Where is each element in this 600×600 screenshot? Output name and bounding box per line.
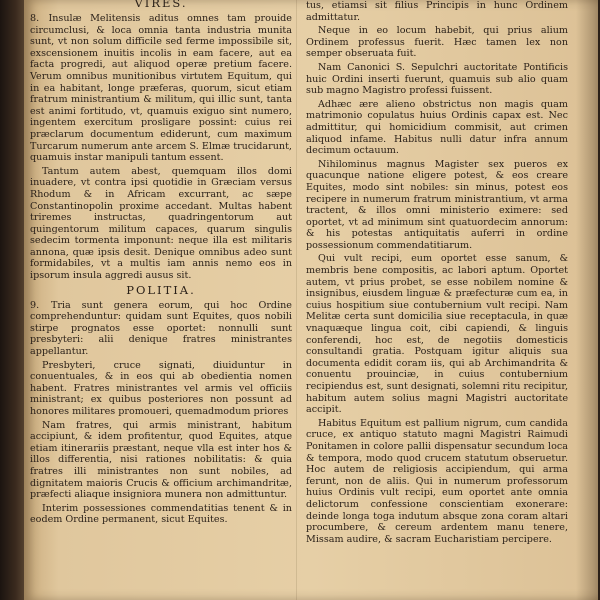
section-heading-vires: VIRES. bbox=[134, 0, 188, 10]
page-edge-shadow bbox=[576, 0, 598, 600]
book-spine bbox=[0, 0, 26, 600]
paragraph-text: Tria sunt genera eorum, qui hoc Ordine comprehenduntur: quidam sunt Equites, quos nobili stirpe prognatos esse oportet: nonnulli sunt presbyteri: alii denique fratres ministrantes appellantur. bbox=[30, 299, 292, 358]
section-heading-politia: POLITIA. bbox=[126, 282, 196, 297]
paragraph-number: 9. bbox=[30, 299, 40, 311]
paragraph: Neque in eo locum habebit, qui prius alium Ordinem professus fuerit. Hæc tamen lex non semper obseruata fuit. bbox=[306, 25, 568, 60]
paragraph: Nam Canonici S. Sepulchri auctoritate Pontificis huic Ordini inserti fuerunt, quamuis sub alio quam sub magno Magistro professi fuissent. bbox=[306, 61, 568, 97]
paragraph: tus, etiamsi sit filius Principis in hunc Ordinem admittatur. bbox=[306, 0, 568, 23]
book-page bbox=[24, 0, 598, 600]
paragraph bbox=[30, 13, 292, 164]
column-gutter bbox=[296, 0, 297, 600]
paragraph: Interim possessiones commendatitias tenent & in eodem Ordine permanent, sicut Equites. bbox=[30, 502, 292, 526]
left-column bbox=[30, 0, 292, 528]
paragraph: Adhæc ære alieno obstrictus non magis quam matrimonio copulatus huius Ordinis capax est. Nec admittitur, qui homicidium commisit, aut crimen aliquod infame. Habitus nulli datur infra annum decimum octauum. bbox=[306, 98, 568, 157]
paragraph: Tantum autem abest, quemquam illos domi inuadere, vt contra ipsi quotidie in Græciam versus Rhodum & in Africam excurrant, ac sæpe Constantinopolin proxime accedant. Multas habent triremes instructas, quadringentorum aut quingentorum militum capaces, quarum singulis sedecim tormenta imponunt: neque illa est militaris annona, quæ ipsis desit. Denique omnibus adeo sunt formidabiles, vt a multis iam annis nemo eos in ipsorum insula aggredi ausus sit. bbox=[30, 165, 292, 282]
paragraph: Habitus Equitum est pallium nigrum, cum candida cruce, ex antiquo statuto magni Magistri Raimudi Ponitamen in colore pallii dispensatur secundum loca & tempora, modo quod crucem statutum obseruetur. Hoc autem de religiosis accipiendum, qui arma ferunt, non de aliis. Qui in numerum professorum huius Ordinis vult recipi, eum oportet ante omnia delictorum confessione conscientiam exonerare: deinde longa toga indutum absque zona coram altari procumbere, & cereum ardentem manu tenere, Missam audire, & sacram Eucharistiam percipere. bbox=[306, 417, 568, 545]
paragraph: Qui vult recipi, eum oportet esse sanum, & membris bene compositis, ac labori aptum. Oportet autem, vt prius probet, se esse nobilem nomine & insignibus, eiusdem linguæ & præfecturæ cum ea, in cuius hospitium siue contubernium vult recipi. Nam Melitæ certa sunt domicilia siue receptacula, in quæ vnaquæque lingua coit, cibi capiendi, & linguis conferendi, hoc est, de negotiis domesticis consultandi gratia. Postquam igitur aliquis sua documenta edidit coram iis, qui ab Archimandrita & conuentu prouinciæ, in cuius contubernium recipiendus est, sunt designati, solemni ritu recipitur, habitum autem solius magni Magistri auctoritate accipit. bbox=[306, 253, 568, 416]
paragraph bbox=[30, 300, 292, 358]
paragraph: Presbyteri, cruce signati, diuiduntur in conuentuales, & in eos qui ab obedientia nomen habent. Fratres ministrantes vel armis vel officiis ministrant; ex quibus posteriores non possunt ad honores militares promoueri, quemadmodum priores bbox=[30, 359, 292, 417]
paragraph-number: 8. bbox=[30, 13, 40, 24]
paragraph: Nihilominus magnus Magister sex pueros ex quacunque natione eligere potest, & eos creare Equites, modo sint nobiles: sin minus, potest eos recipere in numerum fratrum ministrantium, vt arma tractent, & illos omni ministerio eximere: sed oportet, vt ad minimum sint quatuordecim annorum: & his potestas antiquitatis auferri in ordine possessionum commendatitiarum. bbox=[306, 158, 568, 251]
paragraph: Nam fratres, qui armis ministrant, habitum accipiunt, & idem profitentur, quod Equites, atque etiam itinerariis præstant, neque vlla est inter hos & illos differentia, nisi rationes nobilitatis: & quia fratres illi ministrantes non sunt nobiles, ad dignitatem maioris Crucis & officium archimandritæ, præfecti aliaque insigniora munera non admittuntur. bbox=[30, 419, 292, 501]
right-column bbox=[306, 0, 568, 547]
paragraph-text: Insulæ Melitensis aditus omnes tam prouide circumclusi, & loca omnia tanta industria munita sunt, vt non solum difficile sed ferme impossibile sit, exscensionem inuitis incolis in eam facere, aut ea facta progredi, aut aliquod operæ pretium facere. Verum omnibus munitionibus virtutem Equitum, qui in ea habitant, longe præferas, quorum, sicut etiam fratrum ministrantium & militum, qui illic sunt, tanta est animi fortitudo, vt, quamuis exiguo sint numero, ingentem exercitum prosligare possint: cuius rei præclarum documentum ediderunt, cum maximum Turcarum numerum ante arcem S. Elmæ trucidarunt, quamuis instar manipuli tantum essent. bbox=[30, 13, 292, 164]
